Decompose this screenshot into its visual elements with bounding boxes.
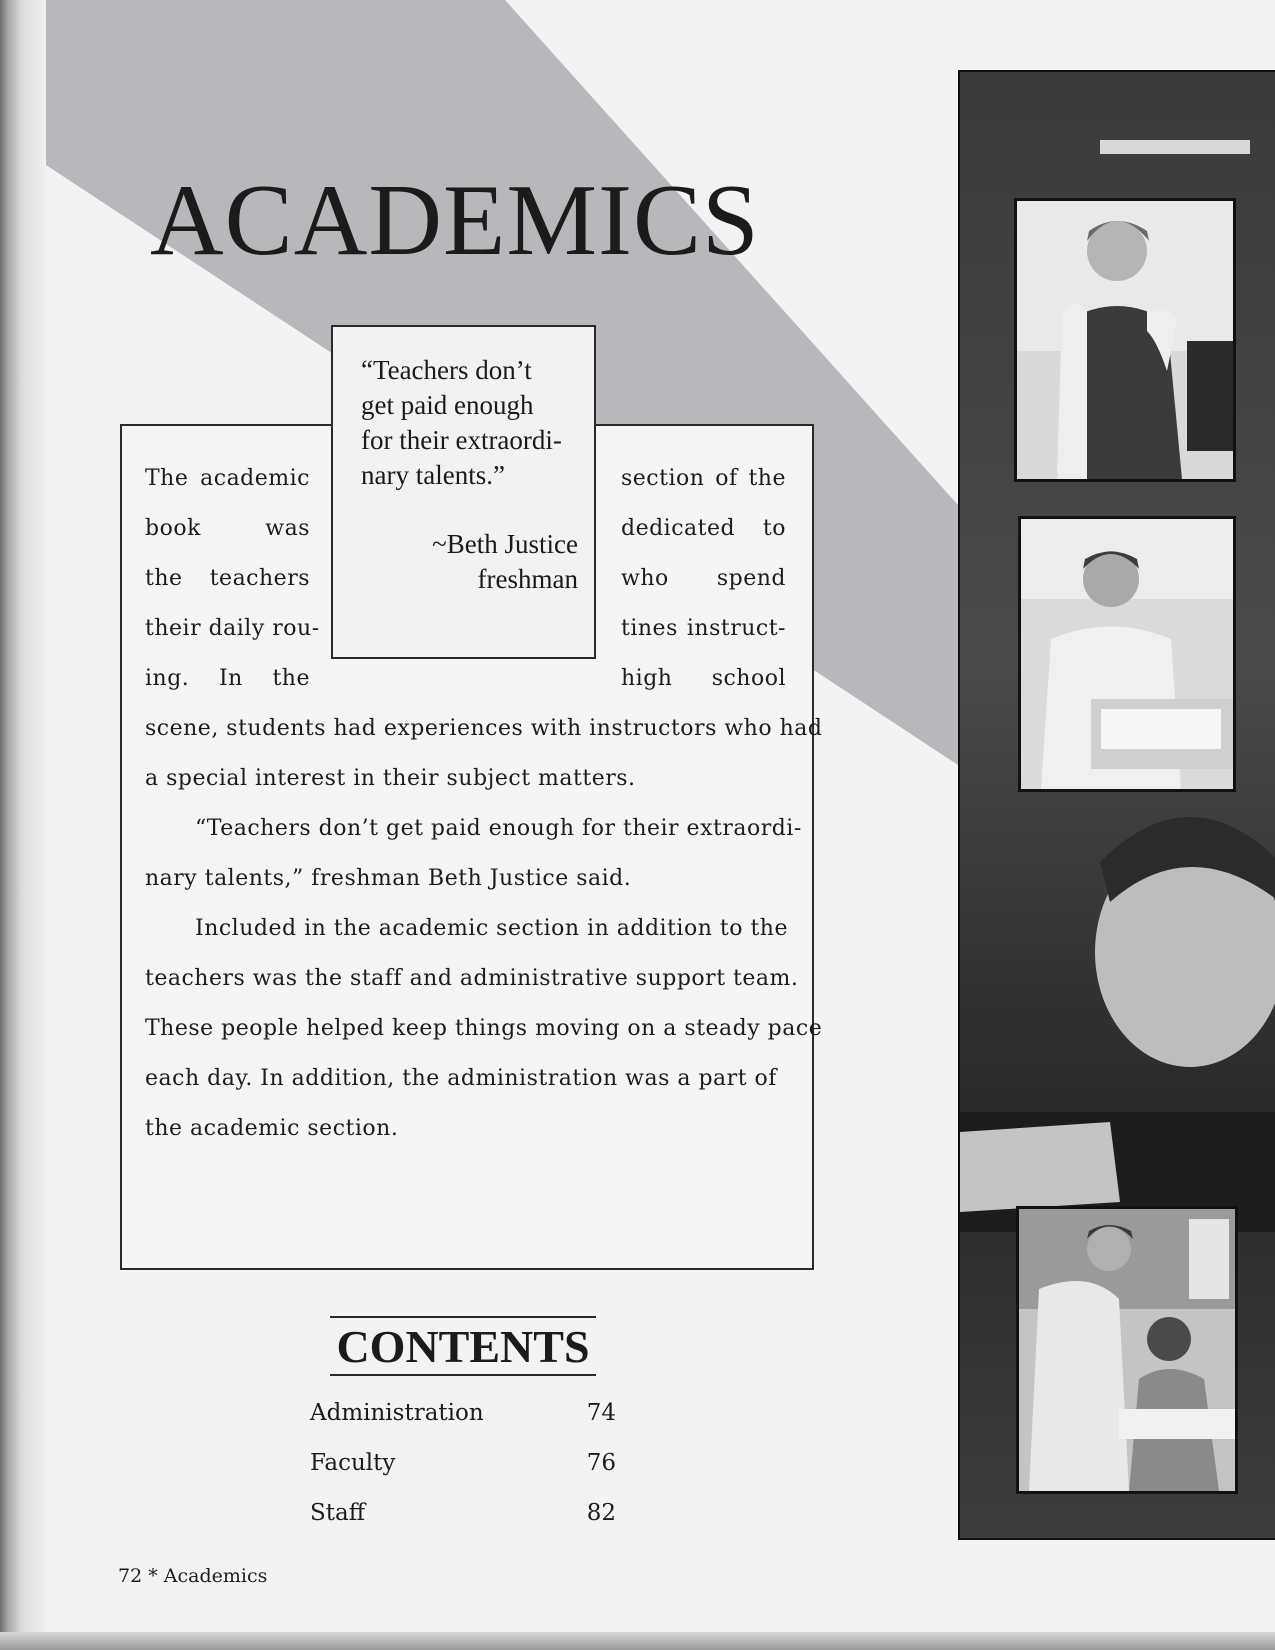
body-line: “Teachers don’t get paid enough for their extraordi- bbox=[195, 816, 802, 841]
word: high bbox=[621, 666, 673, 691]
body-line-left-3 bbox=[145, 566, 310, 591]
body-line-right-2 bbox=[621, 516, 786, 541]
word: book bbox=[145, 516, 201, 541]
body-line-right-1 bbox=[621, 466, 786, 491]
body-line: These people helped keep things moving on a steady pace bbox=[145, 1016, 823, 1041]
toc-label: Administration bbox=[310, 1400, 484, 1426]
word: dedicated bbox=[621, 516, 736, 541]
pull-quote-box bbox=[331, 325, 596, 659]
photo-teacher-man bbox=[1018, 516, 1236, 792]
word: to bbox=[762, 516, 786, 541]
word: the bbox=[272, 666, 310, 691]
body-line-left-1 bbox=[145, 466, 310, 491]
word: of bbox=[715, 466, 738, 491]
toc-label: Staff bbox=[310, 1500, 366, 1526]
word: instruct- bbox=[686, 616, 786, 641]
page-folio: 72 * Academics bbox=[118, 1565, 268, 1587]
photo-strip bbox=[958, 70, 1275, 1540]
contents-rule-bottom bbox=[330, 1374, 596, 1376]
word: spend bbox=[716, 566, 786, 591]
body-line: Included in the academic section in addition to the bbox=[195, 916, 788, 941]
toc-label: Faculty bbox=[310, 1450, 396, 1476]
pull-quote-attribution: ~Beth Justice freshman bbox=[432, 529, 578, 594]
photo-teacher-woman bbox=[1014, 198, 1236, 482]
photo-classroom bbox=[1016, 1206, 1238, 1494]
word: school bbox=[711, 666, 786, 691]
word: ing. bbox=[145, 666, 190, 691]
toc-page: 76 bbox=[586, 1450, 616, 1476]
toc-page: 74 bbox=[586, 1400, 616, 1426]
word: was bbox=[265, 516, 310, 541]
word: academic bbox=[200, 466, 310, 491]
word: the bbox=[145, 566, 183, 591]
word: the bbox=[748, 466, 786, 491]
word: tines bbox=[621, 616, 678, 641]
body-line: nary talents,” freshman Beth Justice said. bbox=[145, 866, 632, 891]
body-line-left-2 bbox=[145, 516, 310, 541]
word: The bbox=[145, 466, 189, 491]
body-line: a special interest in their subject matters. bbox=[145, 766, 636, 791]
body-line-right-3 bbox=[621, 566, 786, 591]
body-line: teachers was the staff and administrative support team. bbox=[145, 966, 799, 991]
contents-heading: CONTENTS bbox=[336, 1321, 590, 1372]
contents-rule-top bbox=[330, 1316, 596, 1318]
body-line-left-4 bbox=[145, 616, 320, 641]
body-line: scene, students had experiences with instructors who had bbox=[145, 716, 823, 741]
page-title: ACADEMICS bbox=[150, 164, 760, 277]
body-line-left-5 bbox=[145, 666, 310, 691]
body-line-right-4 bbox=[621, 616, 786, 641]
toc-item bbox=[310, 1500, 616, 1526]
toc-item bbox=[310, 1450, 616, 1476]
word: teachers bbox=[209, 566, 310, 591]
word: who bbox=[621, 566, 669, 591]
body-line: the academic section. bbox=[145, 1116, 399, 1141]
toc-page: 82 bbox=[586, 1500, 616, 1526]
word: their daily rou- bbox=[145, 616, 320, 641]
page-bottom-edge bbox=[0, 1632, 1275, 1650]
pull-quote-text: “Teachers don’t get paid enough for their extraordi- nary talents.” bbox=[361, 355, 562, 490]
body-line-right-5 bbox=[621, 666, 786, 691]
word: section bbox=[621, 466, 705, 491]
toc-item bbox=[310, 1400, 616, 1426]
word: In bbox=[218, 666, 243, 691]
body-line: each day. In addition, the administration was a part of bbox=[145, 1066, 777, 1091]
